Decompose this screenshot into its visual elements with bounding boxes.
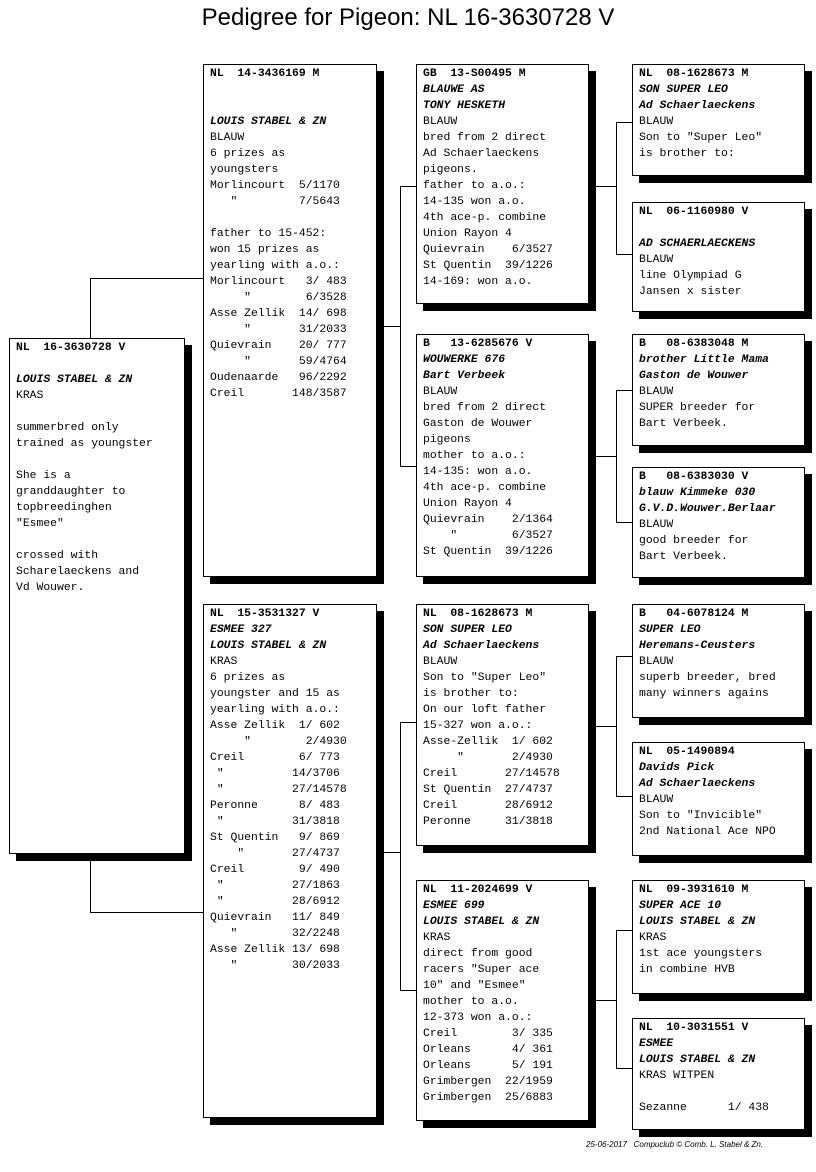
pigeon-card-dss [632, 604, 805, 718]
pigeon-info-line: Creil 3/ 335 [423, 1028, 553, 1040]
pigeon-info-line: " 59/4764 [210, 356, 347, 368]
pigeon-info-line: " 2/4930 [423, 752, 553, 764]
pigeon-info-line: She is a [16, 470, 71, 482]
pigeon-name-line: BLAUWE AS [423, 84, 485, 96]
pigeon-info-line: KRAS [210, 656, 238, 668]
pigeon-info-line: BLAUW [639, 254, 674, 266]
connector [384, 852, 400, 853]
pigeon-card-dsd [632, 742, 805, 856]
pigeon-info-line: Orleans 5/ 191 [423, 1060, 553, 1072]
pigeon-info-line: Gaston de Wouwer [423, 418, 533, 430]
pigeon-info-line: mother to a.o. [423, 996, 519, 1008]
pigeon-info-line: 15-327 won a.o.: [423, 720, 533, 732]
pigeon-info-line [16, 404, 180, 420]
pigeon-card-sdd [632, 467, 805, 578]
connector [596, 456, 616, 457]
pigeon-info-line: " 14/3706 [210, 768, 340, 780]
pigeon-info-line: Asse Zellik 13/ 698 [210, 944, 340, 956]
pigeon-info-line: Grimbergen 22/1959 [423, 1076, 553, 1088]
pigeon-info-line: " 6/3528 [210, 292, 347, 304]
connector [616, 930, 632, 931]
pigeon-info-line: good breeder for [639, 535, 749, 547]
pigeon-card-dam-sire [416, 604, 589, 846]
spacer [210, 82, 372, 98]
pigeon-name-line: SUPER ACE 10 [639, 900, 722, 912]
pigeon-info-line: " 27/14578 [210, 784, 347, 796]
pigeon-ring-number: B 08-6383030 V [639, 471, 749, 483]
pigeon-info-line: yearling with a.o.: [210, 260, 340, 272]
pigeon-card-dam [203, 604, 377, 1118]
pigeon-name-line: ESMEE 327 [210, 624, 272, 636]
pigeon-info-line: BLAUW [639, 519, 674, 531]
pigeon-name-line: Davids Pick [639, 762, 715, 774]
pigeon-name-line: ESMEE [639, 1038, 674, 1050]
connector [384, 326, 400, 327]
pigeon-info-line: " 31/2033 [210, 324, 347, 336]
pigeon-card-sire [203, 64, 377, 577]
pigeon-info-line: St Quentin 39/1226 [423, 260, 553, 272]
pigeon-card-sds [632, 334, 805, 446]
pigeon-info-line: St Quentin 27/4737 [423, 784, 553, 796]
pigeon-info-line: BLAUW [639, 794, 674, 806]
connector [616, 656, 632, 657]
pigeon-info-line: Bart Verbeek. [639, 551, 728, 563]
pigeon-ring-number: NL 09-3931610 M [639, 884, 749, 896]
pigeon-info-line: Sezanne 1/ 438 [639, 1102, 769, 1114]
connector [616, 390, 632, 391]
pigeon-info-line: pigeons [423, 434, 471, 446]
pigeon-info-line: KRAS WITPEN [639, 1070, 715, 1082]
pigeon-ring-number: B 04-6078124 M [639, 608, 749, 620]
pigeon-ring-number: NL 11-2024699 V [423, 884, 533, 896]
pigeon-info-line: Union Rayon 4 [423, 498, 512, 510]
pigeon-card-dds [632, 880, 805, 994]
pigeon-info-line: bred from 2 direct [423, 402, 547, 414]
pigeon-info-line: Quievrain 2/1364 [423, 514, 553, 526]
pigeon-name-line: ESMEE 699 [423, 900, 485, 912]
pigeon-card-dam-dam [416, 880, 589, 1121]
pigeon-info-line: KRAS [423, 932, 451, 944]
pigeon-name-line: blauw Kimmeke 030 [639, 487, 756, 499]
pigeon-ring-number: GB 13-S00495 M [423, 68, 526, 80]
pigeon-info-line: 6 prizes as [210, 672, 286, 684]
pigeon-info-line: father to a.o.: [423, 180, 526, 192]
pigeon-info-line: " 30/2033 [210, 960, 340, 972]
pigeon-name-line: SON SUPER LEO [423, 624, 512, 636]
connector [400, 990, 416, 991]
pigeon-name-line: Ad Schaerlaeckens [639, 100, 756, 112]
pigeon-info-line: Peronne 31/3818 [423, 816, 553, 828]
connector [400, 722, 401, 990]
pigeon-card-sire-sire [416, 64, 589, 304]
pigeon-info-line: 14-135 won a.o. [423, 196, 526, 208]
pigeon-name-line: G.V.D.Wouwer.Berlaar [639, 503, 776, 515]
pigeon-info-line: Morlincourt 3/ 483 [210, 276, 347, 288]
connector [400, 186, 416, 187]
connector [616, 656, 617, 796]
connector [616, 930, 617, 1068]
pigeon-info-line: " 7/5643 [210, 196, 340, 208]
pigeon-info-line [639, 1084, 800, 1100]
pigeon-name-line: SON SUPER LEO [639, 84, 728, 96]
pigeon-info-line: " 32/2248 [210, 928, 340, 940]
pigeon-info-line: " 27/4737 [210, 848, 340, 860]
connector [616, 390, 617, 522]
pigeon-info-line: Grimbergen 25/6883 [423, 1092, 553, 1104]
pigeon-info-line: Creil 28/6912 [423, 800, 553, 812]
pigeon-info-line: line Olympiad G [639, 270, 742, 282]
connector [616, 796, 632, 797]
pigeon-info-line: " 2/4930 [210, 736, 347, 748]
pigeon-info-line: Bart Verbeek. [639, 418, 728, 430]
pigeon-card-ddd [632, 1018, 805, 1130]
pigeon-info-line: Quievrain 6/3527 [423, 244, 553, 256]
pigeon-info-line: topbreedinghen [16, 502, 112, 514]
pigeon-info-line: BLAUW [423, 386, 458, 398]
pigeon-info-line: racers "Super ace [423, 964, 540, 976]
pigeon-info-line: "Esmee" [16, 518, 64, 530]
pigeon-info-line [16, 452, 180, 468]
pigeon-info-line: Morlincourt 5/1170 [210, 180, 340, 192]
pigeon-name-line: Ad Schaerlaeckens [423, 640, 540, 652]
pigeon-info-line: Scharelaeckens and [16, 566, 140, 578]
pigeon-name-line: AD SCHAERLAECKENS [639, 238, 756, 250]
pigeon-name-line: LOUIS STABEL & ZN [210, 116, 327, 128]
pigeon-info-line: " 27/1863 [210, 880, 340, 892]
pigeon-info-line: 1st ace youngsters [639, 948, 763, 960]
pigeon-ring-number: B 13-6285676 V [423, 338, 533, 350]
pigeon-info-line: St Quentin 39/1226 [423, 546, 553, 558]
pigeon-info-line: mother to a.o.: [423, 450, 526, 462]
pigeon-info-line: Son to "Invicible" [639, 810, 763, 822]
pigeon-name-line: LOUIS STABEL & ZN [423, 916, 540, 928]
pigeon-name-line [639, 220, 800, 236]
connector [596, 1000, 616, 1001]
pigeon-info-line: Son to "Super Leo" [423, 672, 547, 684]
pigeon-name-line: WOUWERKE 676 [423, 354, 506, 366]
connector [596, 186, 616, 187]
pigeon-ring-number: NL 06-1160980 V [639, 206, 749, 218]
pigeon-info-line: father to 15-452: [210, 228, 327, 240]
pigeon-info-line: Asse Zellik 14/ 698 [210, 308, 347, 320]
connector [616, 522, 632, 523]
pigeon-info-line: many winners agains [639, 688, 769, 700]
pigeon-info-line: Oudenaarde 96/2292 [210, 372, 347, 384]
pigeon-info-line: Union Rayon 4 [423, 228, 512, 240]
connector [90, 278, 204, 279]
connector [400, 466, 416, 467]
connector [616, 254, 632, 255]
pigeon-info-line: KRAS [16, 390, 44, 402]
pigeon-card-ssd [632, 202, 805, 312]
page-title: Pedigree for Pigeon: NL 16-3630728 V [201, 4, 615, 31]
connector [616, 1068, 632, 1069]
pigeon-info-line: 14-135: won a.o. [423, 466, 533, 478]
pigeon-info-line: yearling with a.o.: [210, 704, 340, 716]
pigeon-ring-number: NL 16-3630728 V [16, 342, 126, 354]
pigeon-info-line: St Quentin 9/ 869 [210, 832, 340, 844]
pigeon-info-line: Son to "Super Leo" [639, 132, 763, 144]
pigeon-info-line: Ad Schaerlaeckens [423, 148, 540, 160]
connector [616, 122, 617, 254]
pigeon-info-line: Creil 148/3587 [210, 388, 347, 400]
pigeon-info-line: Peronne 8/ 483 [210, 800, 340, 812]
pigeon-info-line: " 28/6912 [210, 896, 340, 908]
pigeon-card-sss [632, 64, 805, 176]
pigeon-info-line: trained as youngster [16, 438, 153, 450]
pigeon-info-line: 10" and "Esmee" [423, 980, 526, 992]
pigeon-info-line: superb breeder, bred [639, 672, 776, 684]
pigeon-info-line: youngster and 15 as [210, 688, 340, 700]
pigeon-name-line: LOUIS STABEL & ZN [16, 374, 133, 386]
pigeon-name-line [210, 98, 372, 114]
pigeon-info-line: is brother to: [639, 148, 735, 160]
pigeon-name-line: LOUIS STABEL & ZN [639, 916, 756, 928]
pigeon-info-line: BLAUW [639, 656, 674, 668]
pigeon-info-line: 6 prizes as [210, 148, 286, 160]
pigeon-name-line: LOUIS STABEL & ZN [210, 640, 327, 652]
pigeon-info-line: Quievrain 20/ 777 [210, 340, 347, 352]
pigeon-info-line: Creil 9/ 490 [210, 864, 340, 876]
connector [90, 852, 91, 912]
pigeon-info-line: Creil 27/14578 [423, 768, 560, 780]
pigeon-info-line: KRAS [639, 932, 667, 944]
pigeon-ring-number: NL 15-3531327 V [210, 608, 320, 620]
pigeon-info-line: BLAUW [423, 116, 458, 128]
spacer [16, 356, 180, 372]
pigeon-name-line: brother Little Mama [639, 354, 769, 366]
pigeon-info-line: bred from 2 direct [423, 132, 547, 144]
connector [90, 278, 91, 342]
pigeon-info-line: 4th ace-p. combine [423, 482, 547, 494]
pigeon-info-line: won 15 prizes as [210, 244, 320, 256]
pigeon-name-line: LOUIS STABEL & ZN [639, 1054, 756, 1066]
pigeon-info-line [16, 532, 180, 548]
pigeon-ring-number: NL 08-1628673 M [639, 68, 749, 80]
connector [400, 722, 416, 723]
pigeon-info-line: granddaughter to [16, 486, 126, 498]
pigeon-info-line: 12-373 won a.o.: [423, 1012, 533, 1024]
connector [616, 122, 632, 123]
pigeon-card-sire-dam [416, 334, 589, 577]
pigeon-name-line: Bart Verbeek [423, 370, 506, 382]
pigeon-info-line: crossed with [16, 550, 99, 562]
pigeon-info-line: BLAUW [639, 386, 674, 398]
pigeon-ring-number: NL 10-3031551 V [639, 1022, 749, 1034]
pigeon-info-line: in combine HVB [639, 964, 735, 976]
pigeon-info-line: " 31/3818 [210, 816, 340, 828]
pigeon-info-line [210, 210, 372, 226]
pigeon-info-line: Quievrain 11/ 849 [210, 912, 340, 924]
pigeon-ring-number: NL 05-1490894 [639, 746, 735, 758]
pigeon-name-line: Gaston de Wouwer [639, 370, 749, 382]
pigeon-info-line: direct from good [423, 948, 533, 960]
pigeon-info-line: On our loft father [423, 704, 547, 716]
pigeon-info-line: Jansen x sister [639, 286, 742, 298]
pigeon-info-line: BLAUW [210, 132, 245, 144]
pigeon-ring-number: NL 08-1628673 M [423, 608, 533, 620]
pigeon-info-line: Vd Wouwer. [16, 582, 85, 594]
pigeon-info-line: BLAUW [639, 116, 674, 128]
pigeon-name-line: SUPER LEO [639, 624, 701, 636]
pigeon-info-line: summerbred only [16, 422, 119, 434]
pigeon-info-line: 14-169: won a.o. [423, 276, 533, 288]
pigeon-info-line: " 6/3527 [423, 530, 553, 542]
pigeon-info-line: BLAUW [423, 656, 458, 668]
pigeon-info-line: 2nd National Ace NPO [639, 826, 776, 838]
pigeon-info-line: youngsters [210, 164, 279, 176]
pigeon-card-subject [9, 338, 185, 854]
pigeon-ring-number: B 08-6383048 M [639, 338, 749, 350]
pigeon-info-line: Orleans 4/ 361 [423, 1044, 553, 1056]
connector [90, 912, 204, 913]
footer-credit: 25-06-2017 Compuclub © Comb. L. Stabel & Zn. [586, 1140, 764, 1149]
pigeon-info-line: Asse Zellik 1/ 602 [210, 720, 340, 732]
connector [400, 186, 401, 466]
connector [596, 726, 616, 727]
pigeon-info-line: is brother to: [423, 688, 519, 700]
pigeon-name-line: Heremans-Ceusters [639, 640, 756, 652]
pigeon-ring-number: NL 14-3436169 M [210, 68, 320, 80]
pigeon-info-line: 4th ace-p. combine [423, 212, 547, 224]
pigeon-info-line: SUPER breeder for [639, 402, 756, 414]
pigeon-info-line: Asse-Zellik 1/ 602 [423, 736, 553, 748]
pigeon-info-line: Creil 6/ 773 [210, 752, 340, 764]
pigeon-name-line: Ad Schaerlaeckens [639, 778, 756, 790]
pigeon-name-line: TONY HESKETH [423, 100, 506, 112]
pigeon-info-line: pigeons. [423, 164, 478, 176]
